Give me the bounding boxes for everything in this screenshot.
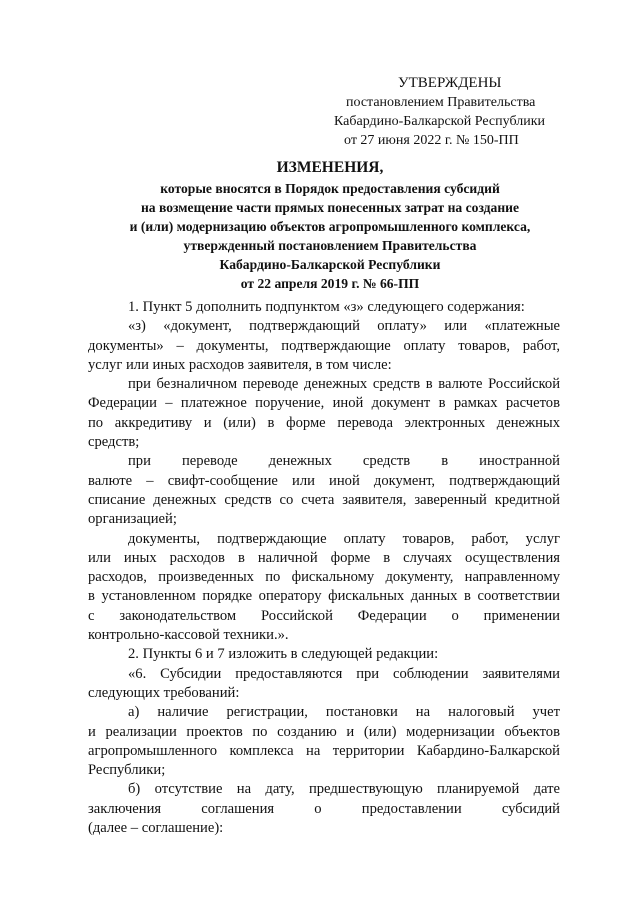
text-line: б) отсутствие на дату, предшествующую планируемой дате	[128, 781, 560, 798]
text-line: и реализации проектов по созданию и (или) модернизации объектов	[88, 723, 560, 740]
title-heading: ИЗМЕНЕНИЯ,	[276, 159, 384, 176]
paragraph	[88, 703, 560, 780]
title-line: на возмещение части прямых понесенных затрат на создание	[140, 200, 520, 215]
text-line: заключения соглашения о предоставлении субсидий	[88, 800, 560, 817]
text-line: в установленном порядке оператору фискальных данных в соответствии	[88, 588, 560, 605]
text-line: агропромышленного комплекса на территории Кабардино-Балкарской	[88, 742, 560, 759]
text-line: (далее – соглашение):	[88, 820, 224, 837]
text-line: организацией;	[88, 511, 177, 528]
paragraph	[88, 665, 560, 704]
approval-heading: УТВЕРЖДЕНЫ	[398, 75, 502, 91]
text-line: по аккредитиву и (или) в форме перевода электронных денежных	[88, 414, 560, 431]
text-line: с законодательством Российской Федерации о применении	[88, 607, 560, 624]
text-line: 2. Пункты 6 и 7 изложить в следующей редакции:	[128, 646, 439, 663]
text-line: документы, подтверждающие оплату товаров, работ, услуг	[128, 530, 560, 547]
approval-line: Кабардино-Балкарской Республики	[334, 114, 545, 129]
paragraph	[88, 530, 560, 646]
title-line: которые вносятся в Порядок предоставления субсидий	[160, 181, 500, 196]
text-line: Федерации – платежное поручение, иной документ в рамках расчетов	[88, 395, 560, 412]
text-line: документы» – документы, подтверждающие оплату товаров, работ,	[88, 337, 560, 354]
text-line: услуг или иных расходов заявителя, в том числе:	[88, 356, 392, 373]
paragraph	[88, 645, 560, 664]
text-line: валюте – свифт-сообщение или иной документ, подтверждающий	[88, 472, 560, 489]
text-line: списание денежных средств со счета заявителя, заверенный кредитной	[88, 491, 560, 508]
paragraph	[88, 298, 560, 317]
title-line: утвержденный постановлением Правительства	[183, 238, 477, 253]
text-line: «з) «документ, подтверждающий оплату» или «платежные	[128, 318, 560, 335]
title-line: от 22 апреля 2019 г. № 66-ПП	[240, 276, 420, 291]
approval-block	[300, 74, 600, 150]
text-line: «6. Субсидии предоставляются при соблюдении заявителями	[128, 665, 560, 682]
text-line: следующих требований:	[88, 684, 240, 701]
text-line: а) наличие регистрации, постановки на налоговый учет	[128, 704, 560, 721]
text-line: Республики;	[88, 762, 166, 779]
approval-date: от 27 июня 2022 г. № 150-ПП	[344, 133, 519, 148]
text-line: или иных расходов в наличной форме в случаях осуществления	[88, 549, 560, 566]
paragraph	[88, 452, 560, 529]
title-line: Кабардино-Балкарской Республики	[219, 257, 441, 272]
text-line: контрольно-кассовой техники.».	[88, 627, 289, 644]
text-line: расходов, произведенных по фискальному документу, направленному	[88, 569, 560, 586]
text-line: 1. Пункт 5 дополнить подпунктом «з» следующего содержания:	[128, 299, 525, 315]
title-line: и (или) модернизацию объектов агропромышленного комплекса,	[129, 219, 531, 234]
document-title	[80, 158, 580, 293]
paragraph	[88, 317, 560, 375]
paragraph	[88, 375, 560, 452]
approval-line: постановлением Правительства	[346, 95, 536, 110]
document-body	[88, 298, 560, 838]
text-line: при переводе денежных средств в иностранной	[128, 453, 560, 470]
paragraph	[88, 780, 560, 838]
text-line: при безналичном переводе денежных средств в валюте Российской	[128, 376, 560, 393]
text-line: средств;	[88, 434, 140, 451]
